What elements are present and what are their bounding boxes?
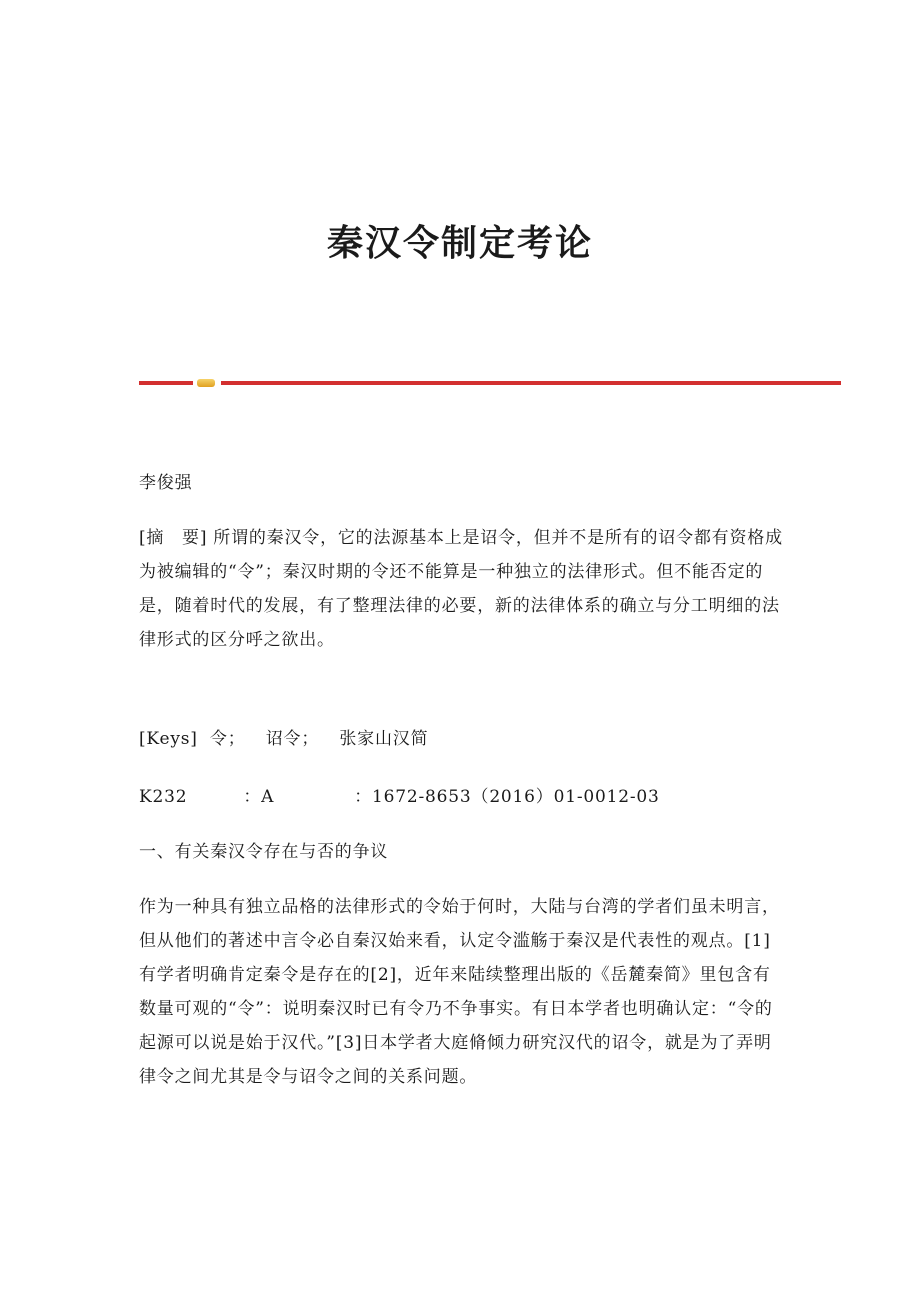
classification-line	[139, 780, 784, 814]
keywords	[139, 722, 784, 756]
document-code: ：A	[243, 787, 275, 807]
abstract-label: [摘 要]	[139, 528, 208, 548]
abstract-text: 所谓的秦汉令，它的法源基本上是诏令，但并不是所有的诏令都有资格成为被编辑的“令”；秦汉时期的令还不能算是一种独立的法律形式。但不能否定的是，随着时代的发展，有了整理法律的必要，新的法律体系的确立与分工明细的法律形式的区分呼之欲出。	[139, 528, 783, 650]
title-divider	[139, 378, 841, 390]
abstract	[139, 521, 784, 657]
keyword-item: 张家山汉简	[339, 729, 429, 749]
divider-right-segment	[221, 381, 841, 385]
author-name: 李俊强	[139, 473, 193, 493]
clc-number: K232	[139, 787, 188, 807]
document-title: 秦汉令制定考论	[326, 222, 593, 264]
keywords-label: [Keys]	[139, 729, 198, 749]
keyword-item: 诏令；	[265, 729, 320, 749]
divider-left-segment	[139, 381, 193, 385]
body-paragraph: 作为一种具有独立品格的法律形式的令始于何时，大陆与台湾的学者们虽未明言，但从他们的著述中言令必自秦汉始来看，认定令滥觞于秦汉是代表性的观点。[1]有学者明确肯定秦令是存在的[2]，近年来陆续整理出版的《岳麓秦简》里包含有数量可观的“令”：说明秦汉时已有令乃不争事实。有日本学者也明确认定：“令的起源可以说是始于汉代。”[3]日本学者大庭脩倾力研究汉代的诏令，就是为了弄明律令之间尤其是令与诏令之间的关系问题。	[139, 897, 780, 1087]
article-number: ：1672-8653（2016）01-0012-03	[354, 787, 660, 807]
section-heading: 一、有关秦汉令存在与否的争议	[139, 842, 389, 862]
keyword-item: 令；	[209, 729, 246, 749]
divider-ornament-icon	[197, 379, 215, 387]
